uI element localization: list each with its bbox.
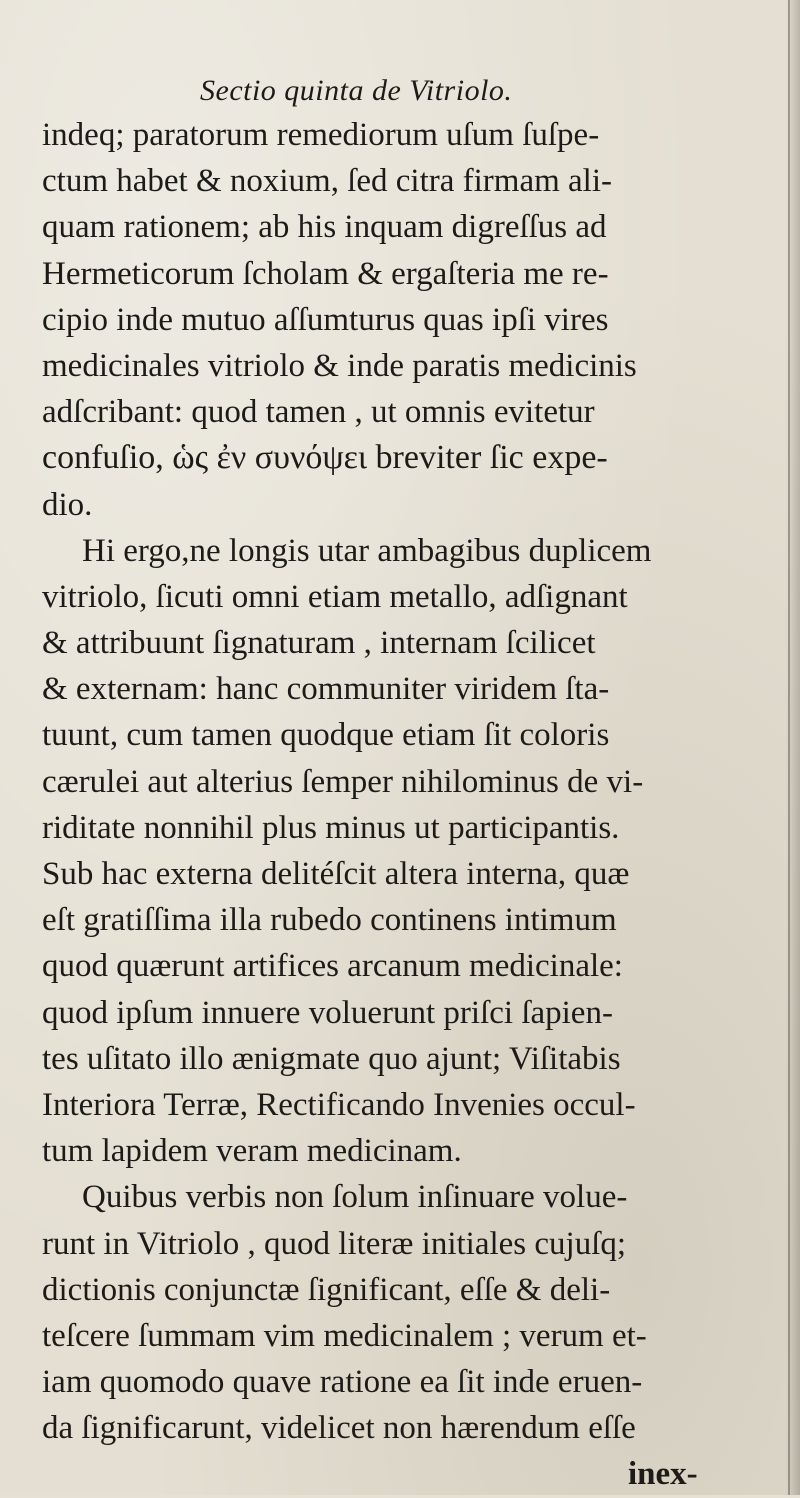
text-line: adſcribant: quod tamen , ut omnis evitetur — [42, 394, 595, 431]
body-text — [42, 112, 782, 1498]
text-line: Interiora Terræ, Rectificando Invenies occul- — [42, 1086, 636, 1123]
text-line: Sub hac externa delitéſcit altera interna, quæ — [42, 856, 630, 892]
text-line: runt in Vitriolo , quod literæ initiales cujuſq; — [42, 1225, 627, 1262]
text-line: vitriolo, ſicuti omni etiam metallo, adſignant — [42, 578, 628, 615]
text-line: dio. — [42, 486, 93, 523]
text-line: Hermeticorum ſcholam & ergaſteria me re- — [42, 255, 609, 292]
text-line: da ſignificarunt, videlicet non hærendum eſſe — [42, 1410, 636, 1447]
catchword: inex- — [628, 1456, 698, 1493]
text-line: teſcere ſummam vim medicinalem ; verum et- — [42, 1317, 647, 1354]
text-line: quod ipſum innuere voluerunt priſci ſapien- — [42, 994, 613, 1031]
paragraph-start: Hi ergo,ne longis utar ambagibus duplicem — [82, 532, 652, 569]
text-line: & externam: hanc communiter viridem ſta- — [42, 671, 610, 708]
text-line: iam quomodo quave ratione ea ſit inde eruen- — [42, 1364, 643, 1401]
text-line: cærulei aut alterius ſemper nihilominus de vi- — [42, 763, 644, 800]
text-line: ctum habet & noxium, ſed citra firmam ali- — [42, 163, 612, 200]
text-line: indeq; paratorum remediorum uſum ſuſpe- — [42, 117, 600, 153]
text-line: & attribuunt ſignaturam , internam ſcilicet — [42, 625, 596, 662]
text-line: tuunt, cum tamen quodque etiam ſit coloris — [42, 717, 610, 754]
text-line: tum lapidem veram medicinam. — [42, 1133, 462, 1170]
page-edge-line — [788, 0, 790, 1495]
text-line: medicinales vitriolo & inde paratis medicinis — [42, 347, 637, 384]
text-line: tes uſitato illo ænigmate quo ajunt; Viſitabis — [42, 1040, 621, 1077]
text-line: quam rationem; ab his inquam digreſſus ad — [42, 209, 607, 246]
text-line: quod quærunt artifices arcanum medicinale: — [42, 948, 623, 985]
text-line: eſt gratiſſima illa rubedo continens intimum — [42, 902, 617, 939]
text-line: cipio inde mutuo aſſumturus quas ipſi vires — [42, 301, 609, 338]
text-line: riditate nonnihil plus minus ut participantis. — [42, 809, 620, 846]
paragraph-start: Quibus verbis non ſolum inſinuare volue- — [82, 1179, 628, 1216]
text-line: dictionis conjunctæ ſignificant, eſſe & deli- — [42, 1271, 611, 1308]
running-head: Sectio quinta de Vitriolo. — [200, 74, 513, 107]
text-line: confuſio, ὡς ἐν συνόψει breviter ſic expe- — [42, 439, 608, 477]
